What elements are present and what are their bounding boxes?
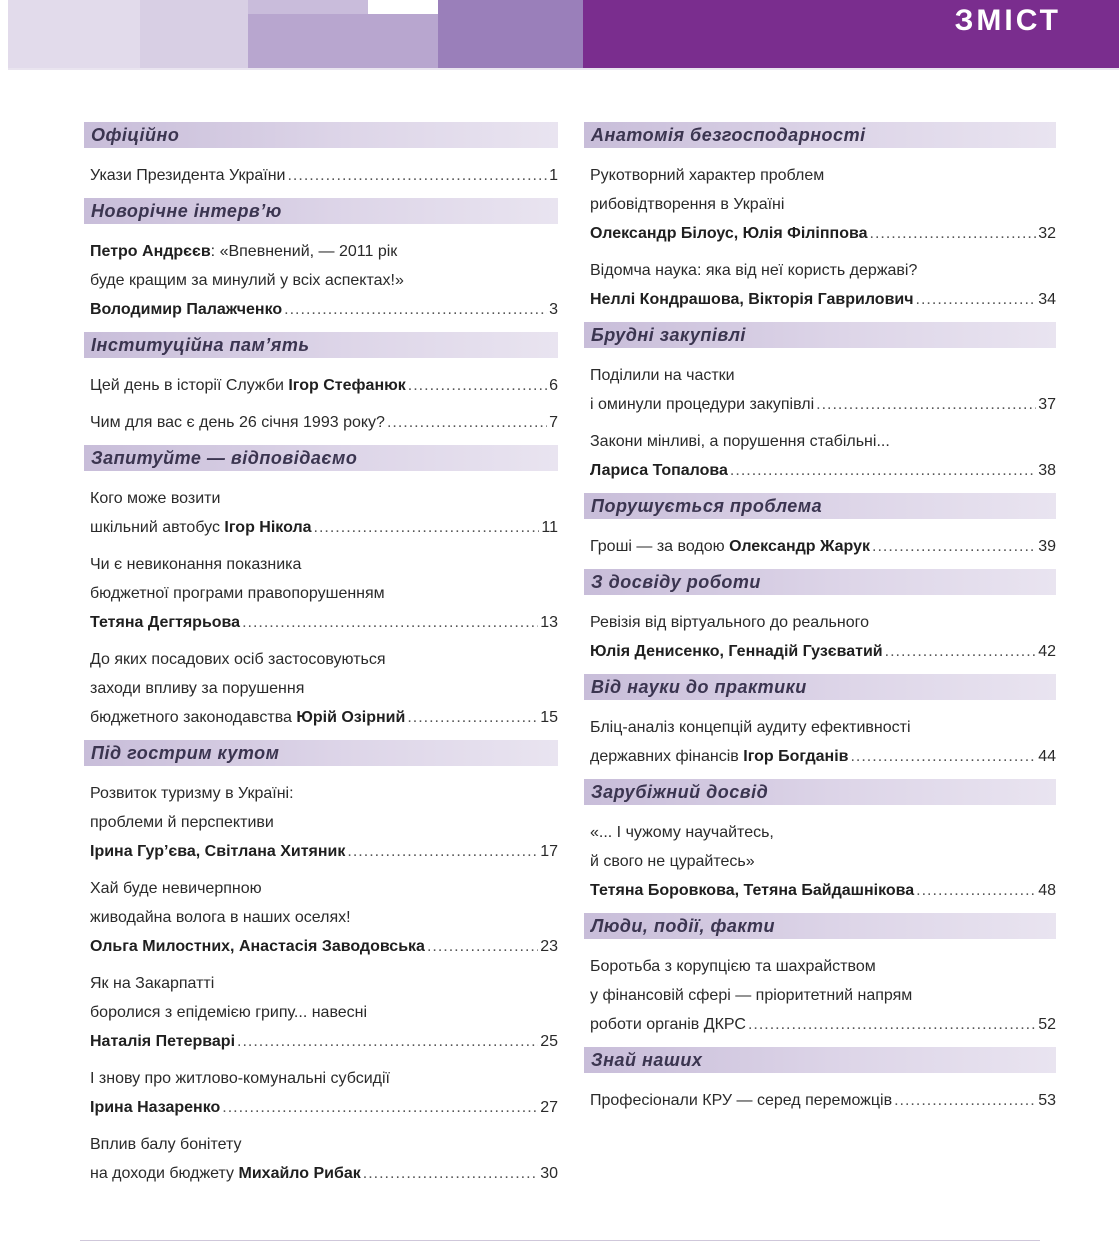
entry-line: [90, 903, 558, 932]
entry-author: Ігор Богданів: [743, 748, 849, 765]
toc-column-right: [584, 122, 1056, 1123]
entry-line: [590, 256, 1056, 285]
entry-line: [590, 161, 1056, 190]
dot-leader: [237, 1027, 538, 1056]
entry-title: шкільний автобус: [90, 519, 225, 536]
entry-title: : «Впевнений, — 2011 рік: [210, 243, 398, 260]
page-number: 1: [549, 167, 558, 184]
toc-section: [584, 122, 1056, 314]
entry-author: Наталія Петерварі: [90, 1033, 236, 1050]
entry-last-line: [590, 532, 1056, 561]
page-number: 15: [540, 709, 558, 726]
entry-author: Ірина Назаренко: [90, 1099, 221, 1116]
entry-line: [90, 1130, 558, 1159]
entry-title: проблеми й перспективи: [90, 814, 274, 831]
entry-last-line: [90, 408, 558, 437]
dot-leader: [222, 1093, 538, 1122]
entry-title: Розвиток туризму в Україні:: [90, 785, 294, 802]
entry-line: [90, 550, 558, 579]
page-number: 27: [540, 1099, 558, 1116]
entry-title: Професіонали КРУ — серед переможців: [590, 1092, 893, 1109]
entry-line: [590, 713, 1056, 742]
entry-title: Рукотворний характер проблем: [590, 167, 825, 184]
page-number: 11: [541, 519, 558, 536]
dot-leader: [287, 161, 547, 190]
entry-author: Олександр Жарук: [729, 538, 871, 555]
header-banner: [8, 0, 1119, 68]
entry-last-line: [590, 1086, 1056, 1115]
entry-author: Неллі Кондрашова, Вікторія Гаврилович: [590, 291, 914, 308]
entry-title: заходи впливу за порушення: [90, 680, 305, 697]
dot-leader: [427, 932, 538, 961]
toc-entry[interactable]: [90, 408, 558, 437]
toc-entry[interactable]: [590, 161, 1056, 248]
dot-leader: [363, 1159, 538, 1188]
entry-line: [90, 969, 558, 998]
section-heading: Зарубіжний досвід: [584, 779, 1056, 805]
entry-title: Чи є невиконання показника: [90, 556, 302, 573]
page-number: 34: [1038, 291, 1056, 308]
entry-text: [590, 637, 883, 666]
entry-title: Гроші — за водою: [590, 538, 730, 555]
entry-last-line: [590, 390, 1056, 419]
entry-text: [90, 932, 425, 961]
entry-author: Юрій Озірний: [296, 709, 406, 726]
entry-line: [90, 484, 558, 513]
toc-entry[interactable]: [590, 818, 1056, 905]
entry-title: й свого не цурайтесь»: [590, 853, 755, 870]
entry-title: у фінансовій сфері — пріоритетний напрям: [590, 987, 913, 1004]
entry-text: [90, 161, 285, 190]
toc-entry[interactable]: [90, 779, 558, 866]
divider: [8, 68, 1119, 70]
page-number: 7: [549, 414, 558, 431]
entry-title: Боротьба з корупцією та шахрайством: [590, 958, 876, 975]
entry-text: [590, 876, 914, 905]
entry-title: Бліц-аналіз концепцій аудиту ефективності: [590, 719, 911, 736]
toc-section: [584, 493, 1056, 561]
page-number: 23: [540, 938, 558, 955]
dot-leader: [885, 637, 1037, 666]
entry-last-line: [90, 371, 558, 400]
toc-entry[interactable]: [90, 969, 558, 1056]
toc-section: [584, 569, 1056, 666]
toc-entry[interactable]: [90, 371, 558, 400]
entry-line: [90, 266, 558, 295]
entry-title: рибовідтворення в Україні: [590, 196, 785, 213]
entry-line: [90, 808, 558, 837]
entry-title: Укази Президента України: [90, 167, 286, 184]
entry-title: І знову про житлово-комунальні субсидії: [90, 1070, 390, 1087]
section-heading: Новорічне інтерв’ю: [84, 198, 558, 224]
entry-last-line: [90, 513, 558, 542]
entry-title: бюджетного законодавства: [90, 709, 297, 726]
entry-text: [90, 1027, 235, 1056]
page-number: 17: [540, 843, 558, 860]
entry-title: Закони мінливі, а порушення стабільні...: [590, 433, 890, 450]
entry-author: Тетяна Дегтярьова: [90, 614, 241, 631]
page-number: 30: [540, 1165, 558, 1182]
entry-title: Відомча наука: яка від неї користь державі?: [590, 262, 918, 279]
entry-last-line: [590, 637, 1056, 666]
toc-entry[interactable]: [590, 427, 1056, 485]
toc-entry[interactable]: [90, 484, 558, 542]
entry-text: [90, 371, 406, 400]
dot-leader: [872, 532, 1036, 561]
page-number: 52: [1038, 1016, 1056, 1033]
entry-title: До яких посадових осіб застосовуються: [90, 651, 386, 668]
section-heading: Офіційно: [84, 122, 558, 148]
entry-line: [590, 952, 1056, 981]
entry-author: Петро Андрєєв: [90, 243, 211, 260]
entry-title: Цей день в історії Служби: [90, 377, 289, 394]
entry-last-line: [590, 219, 1056, 248]
dot-leader: [916, 876, 1036, 905]
entry-text: [90, 837, 345, 866]
dot-leader: [916, 285, 1037, 314]
divider: [80, 1240, 1040, 1241]
entry-line: [90, 579, 558, 608]
entry-text: [90, 1159, 361, 1188]
entry-title: «... І чужому научайтесь,: [590, 824, 774, 841]
section-heading: Під гострим кутом: [84, 740, 558, 766]
dot-leader: [314, 513, 540, 542]
entry-line: [90, 1064, 558, 1093]
section-heading: Від науки до практики: [584, 674, 1056, 700]
entry-last-line: [90, 1093, 558, 1122]
section-heading: Анатомія безгосподарності: [584, 122, 1056, 148]
dot-leader: [850, 742, 1036, 771]
section-heading: Люди, події, факти: [584, 913, 1056, 939]
entry-title: Вплив балу бонітету: [90, 1136, 242, 1153]
section-heading: З досвіду роботи: [584, 569, 1056, 595]
section-heading: Порушується проблема: [584, 493, 1056, 519]
dot-leader: [242, 608, 538, 637]
entry-line: [90, 237, 558, 266]
entry-text: [90, 513, 312, 542]
entry-last-line: [590, 742, 1056, 771]
toc-entry[interactable]: [90, 237, 558, 324]
entry-text: [90, 608, 240, 637]
dot-leader: [347, 837, 538, 866]
toc-entry[interactable]: [90, 1130, 558, 1188]
entry-title: роботи органів ДКРС: [590, 1016, 746, 1033]
entry-last-line: [90, 295, 558, 324]
dot-leader: [407, 703, 538, 732]
entry-author: Ігор Стефанюк: [288, 377, 406, 394]
entry-line: [590, 847, 1056, 876]
entry-author: Ольга Милостних, Анастасія Заводовська: [90, 938, 425, 955]
dot-leader: [730, 456, 1036, 485]
entry-line: [90, 874, 558, 903]
entry-last-line: [590, 876, 1056, 905]
page-number: 3: [549, 301, 558, 318]
entry-line: [90, 645, 558, 674]
dot-leader: [748, 1010, 1036, 1039]
toc-section: [84, 122, 558, 190]
entry-title: і оминули процедури закупівлі: [590, 396, 815, 413]
entry-last-line: [90, 932, 558, 961]
banner-block: [140, 0, 248, 68]
toc-entry[interactable]: [90, 874, 558, 961]
page-number: 6: [549, 377, 558, 394]
entry-line: [90, 674, 558, 703]
entry-title: Ревізія від віртуального до реального: [590, 614, 869, 631]
entry-line: [590, 608, 1056, 637]
toc-entry[interactable]: [90, 645, 558, 732]
toc-section: [84, 740, 558, 1188]
entry-last-line: [90, 608, 558, 637]
toc-section: [584, 913, 1056, 1039]
entry-line: [590, 818, 1056, 847]
entry-text: [90, 703, 405, 732]
entry-text: [590, 1010, 746, 1039]
toc-section: [584, 322, 1056, 485]
dot-leader: [408, 371, 547, 400]
toc-section: [84, 445, 558, 732]
section-heading: Брудні закупівлі: [584, 322, 1056, 348]
toc-entry[interactable]: [590, 713, 1056, 771]
page-number: 53: [1038, 1092, 1056, 1109]
toc-entry[interactable]: [590, 608, 1056, 666]
entry-last-line: [90, 1027, 558, 1056]
banner-block: [248, 0, 368, 14]
page-number: 37: [1038, 396, 1056, 413]
section-heading: Запитуйте — відповідаємо: [84, 445, 558, 471]
page-number: 25: [540, 1033, 558, 1050]
entry-last-line: [590, 285, 1056, 314]
entry-text: [90, 295, 282, 324]
entry-text: [90, 1093, 220, 1122]
entry-last-line: [90, 1159, 558, 1188]
entry-line: [590, 427, 1056, 456]
entry-last-line: [90, 837, 558, 866]
page-number: 38: [1038, 462, 1056, 479]
toc-section: [584, 674, 1056, 771]
entry-last-line: [590, 1010, 1056, 1039]
entry-title: на доходи бюджету: [90, 1165, 239, 1182]
entry-text: [590, 1086, 892, 1115]
dot-leader: [387, 408, 547, 437]
entry-title: Як на Закарпатті: [90, 975, 215, 992]
entry-title: Хай буде невичерпною: [90, 880, 262, 897]
dot-leader: [894, 1086, 1036, 1115]
section-heading: Інституційна пам’ять: [84, 332, 558, 358]
page-title: ЗМІСТ: [954, 4, 1061, 37]
dot-leader: [284, 295, 547, 324]
entry-title: боролися з епідемією грипу... навесні: [90, 1004, 368, 1021]
entry-title: буде кращим за минулий у всіх аспектах!»: [90, 272, 404, 289]
section-heading: Знай наших: [584, 1047, 1056, 1073]
page-number: 44: [1038, 748, 1056, 765]
toc-entry[interactable]: [590, 1086, 1056, 1115]
dot-leader: [816, 390, 1036, 419]
entry-title: державних фінансів: [590, 748, 744, 765]
entry-line: [590, 190, 1056, 219]
toc-entry[interactable]: [590, 952, 1056, 1039]
entry-title: Чим для вас є день 26 січня 1993 року?: [90, 414, 385, 431]
page-number: 42: [1038, 643, 1056, 660]
entry-author: Тетяна Боровкова, Тетяна Байдашнікова: [590, 882, 915, 899]
toc-column-left: [84, 122, 558, 1196]
entry-title: живодайна волога в наших оселях!: [90, 909, 351, 926]
toc-entry[interactable]: [590, 256, 1056, 314]
entry-line: [590, 981, 1056, 1010]
entry-line: [90, 998, 558, 1027]
toc-entry[interactable]: [90, 550, 558, 637]
entry-title: бюджетної програми правопорушенням: [90, 585, 385, 602]
toc-section: [584, 779, 1056, 905]
entry-last-line: [90, 703, 558, 732]
entry-text: [590, 456, 728, 485]
entry-author: Ігор Нікола: [224, 519, 312, 536]
entry-author: Ірина Гур’єва, Світлана Хитяник: [90, 843, 346, 860]
entry-text: [590, 285, 914, 314]
entry-text: [590, 742, 848, 771]
toc-entry[interactable]: [590, 532, 1056, 561]
toc-section: [84, 198, 558, 324]
entry-title: Поділили на частки: [590, 367, 735, 384]
banner-block: [248, 14, 438, 68]
banner-block: [8, 0, 140, 68]
entry-author: Олександр Білоус, Юлія Філіппова: [590, 225, 868, 242]
entry-text: [590, 532, 870, 561]
page-number: 39: [1038, 538, 1056, 555]
entry-last-line: [90, 161, 558, 190]
entry-author: Михайло Рибак: [238, 1165, 361, 1182]
entry-text: [590, 390, 814, 419]
entry-line: [590, 361, 1056, 390]
dot-leader: [870, 219, 1037, 248]
entry-author: Юлія Денисенко, Геннадій Гузєватий: [590, 643, 883, 660]
page-number: 32: [1038, 225, 1056, 242]
entry-author: Володимир Палажченко: [90, 301, 283, 318]
toc-section: [584, 1047, 1056, 1115]
entry-title: Кого може возити: [90, 490, 221, 507]
banner-block: [438, 0, 583, 68]
toc-section: [84, 332, 558, 437]
page-number: 13: [540, 614, 558, 631]
entry-last-line: [590, 456, 1056, 485]
toc-entry[interactable]: [90, 1064, 558, 1122]
entry-author: Лариса Топалова: [590, 462, 728, 479]
entry-text: [590, 219, 868, 248]
entry-text: [90, 408, 385, 437]
toc-entry[interactable]: [90, 161, 558, 190]
page-number: 48: [1038, 882, 1056, 899]
entry-line: [90, 779, 558, 808]
toc-entry[interactable]: [590, 361, 1056, 419]
